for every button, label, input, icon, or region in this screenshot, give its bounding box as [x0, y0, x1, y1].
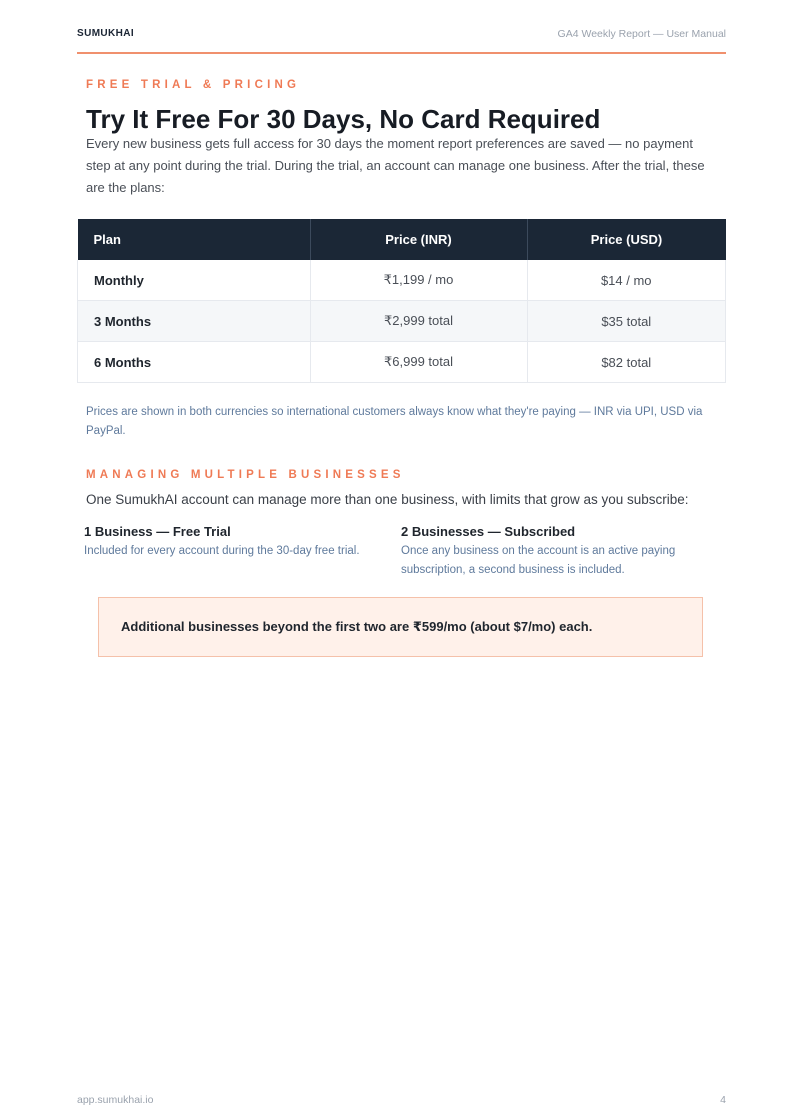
table-row — [78, 260, 726, 301]
document-title: GA4 Weekly Report — User Manual — [557, 28, 726, 40]
page-title: Try It Free For 30 Days, No Card Required — [86, 104, 601, 134]
footer-url: app.sumukhai.io — [77, 1094, 154, 1106]
price-usd-cell: $14 / mo — [527, 260, 726, 301]
currency-note: Prices are shown in both currencies so international customers always know what they're paying — INR via UPI, USD via PayPal. — [86, 406, 703, 437]
price-inr-cell: ₹2,999 total — [310, 301, 527, 342]
plan-name-cell: 6 Months — [78, 342, 311, 383]
tier-free-trial — [84, 524, 394, 561]
plan-name-cell: 3 Months — [78, 301, 311, 342]
tier-title: 2 Businesses — Subscribed — [401, 524, 576, 539]
additional-businesses-callout: Additional businesses beyond the first two are ₹599/mo (about $7/mo) each. — [98, 597, 703, 657]
price-usd-cell: $82 total — [527, 342, 726, 383]
section-label-pricing: FREE TRIAL & PRICING — [86, 79, 301, 91]
brand-name: SUMUKHAI — [77, 28, 135, 39]
price-inr-cell: ₹6,999 total — [310, 342, 527, 383]
page-number: 4 — [720, 1094, 726, 1106]
page-header — [77, 22, 726, 54]
table-row — [78, 342, 726, 383]
column-header-price-usd: Price (USD) — [527, 219, 726, 260]
tier-title: 1 Business — Free Trial — [84, 524, 231, 539]
table-header-row — [78, 219, 726, 260]
tier-description: Once any business on the account is an active paying subscription, a second business is included. — [401, 545, 676, 576]
plan-name-cell: Monthly — [78, 260, 311, 301]
column-header-plan: Plan — [78, 219, 311, 260]
section-label-businesses: MANAGING MULTIPLE BUSINESSES — [86, 469, 405, 481]
intro-paragraph: Every new business gets full access for 30 days the moment report preferences are saved — no payment step at any point during the trial. During the trial, an account can manage one business. After the trial, these are the plans: — [86, 136, 705, 195]
price-inr-cell: ₹1,199 / mo — [310, 260, 527, 301]
businesses-lead-text: One SumukhAI account can manage more than one business, with limits that grow as you subscribe: — [86, 492, 689, 507]
price-usd-cell: $35 total — [527, 301, 726, 342]
tier-description: Included for every account during the 30-day free trial. — [84, 545, 360, 557]
tier-subscribed — [401, 524, 711, 580]
table-row — [78, 301, 726, 342]
pricing-table — [77, 219, 726, 383]
column-header-price-inr: Price (INR) — [310, 219, 527, 260]
